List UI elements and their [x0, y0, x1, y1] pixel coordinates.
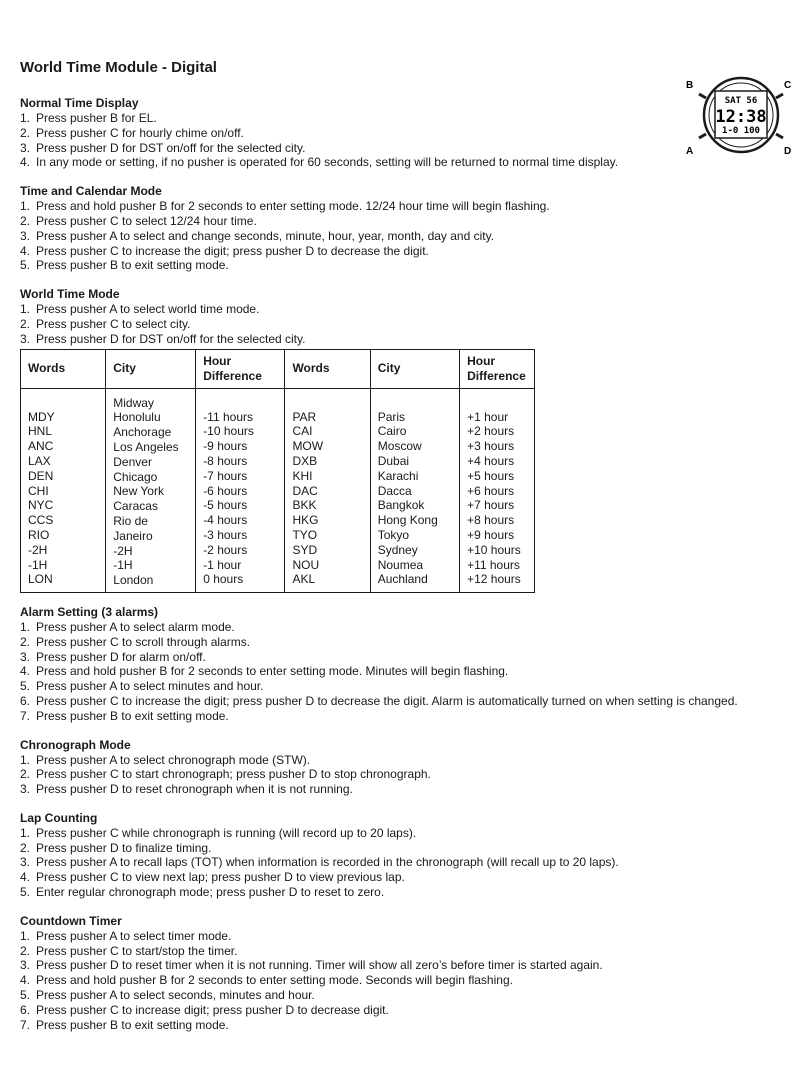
- table-cell-line: Dacca: [377, 483, 412, 498]
- table-cell-line: Midway: [113, 395, 154, 410]
- table-cell-line: -11 hours: [203, 409, 253, 424]
- offsets-column-west: [196, 388, 285, 592]
- table-cell-line: +2 hours: [467, 424, 515, 439]
- list-item: 2. Press pusher C to scroll through alarms.: [20, 634, 251, 649]
- table-cell-line: -10 hours: [203, 424, 254, 439]
- cities-column-east: [370, 388, 459, 592]
- table-cell-line: Anchorage: [113, 425, 172, 440]
- list-item: 4. In any mode or setting, if no pusher is operated for 60 seconds, setting will be returned to normal time display.: [20, 155, 619, 170]
- list-item: 3. Press pusher D to reset chronograph when it is not running.: [20, 782, 353, 797]
- table-cell-line: Moscow: [377, 439, 422, 454]
- section-heading: Alarm Setting (3 alarms): [20, 604, 159, 619]
- table-cell-line: Dubai: [377, 453, 410, 468]
- list-item: 1. Press and hold pusher B for 2 seconds to enter setting mode. 12/24 hour time will begin flashing.: [20, 199, 550, 214]
- table-cell-line: -1H: [113, 558, 133, 573]
- list-item: 3. Press pusher D to reset timer when it is not running. Timer will show all zero’s before timer is started again.: [20, 958, 603, 973]
- instruction-page: [20, 58, 790, 1046]
- table-cell-line: Janeiro: [113, 528, 153, 543]
- table-cell-line: +4 hours: [467, 453, 515, 468]
- section-alarm-setting: [20, 605, 790, 724]
- section-time-calendar: [20, 184, 790, 273]
- pusher-a-label: A: [686, 146, 694, 157]
- list-item: 5. Press pusher A to select minutes and hour.: [20, 679, 264, 694]
- section-chronograph: [20, 738, 790, 797]
- table-cell-line: RIO: [28, 527, 50, 542]
- list-item: 7. Press pusher B to exit setting mode.: [20, 1017, 229, 1032]
- table-cell-line: -3 hours: [203, 527, 248, 542]
- table-cell-line: +3 hours: [467, 439, 515, 454]
- list-item: 5. Press pusher B to exit setting mode.: [20, 258, 229, 273]
- table-cell-line: -5 hours: [203, 498, 248, 513]
- list-item: 2. Press pusher C to select 12/24 hour time.: [20, 213, 257, 228]
- list-item: 5. Enter regular chronograph mode; press pusher D to reset to zero.: [20, 885, 385, 900]
- table-cell-line: HKG: [292, 513, 319, 528]
- lcd-line-1: SAT 56: [724, 96, 758, 106]
- table-cell-line: -1 hour: [203, 557, 242, 572]
- table-cell-line: -2H: [113, 543, 133, 558]
- offsets-column-east: [460, 388, 535, 592]
- pusher-b-label: B: [686, 80, 694, 91]
- list-item: 2. Press pusher D to finalize timing.: [20, 840, 212, 855]
- table-cell-line: +10 hours: [467, 542, 521, 557]
- table-cell-line: +12 hours: [467, 572, 521, 587]
- world-time-table: [20, 349, 535, 593]
- lcd-line-2: 12:38: [715, 107, 767, 127]
- table-cell-line: Honolulu: [113, 410, 161, 425]
- section-countdown-timer: [20, 914, 790, 1033]
- table-cell-line: Auchland: [377, 572, 428, 587]
- table-cell-line: Rio de: [113, 513, 148, 528]
- table-cell-line: Hong Kong: [377, 513, 438, 528]
- table-cell-line: CCS: [28, 513, 54, 528]
- list-item: 3. Press pusher D for DST on/off for the selected city.: [20, 140, 306, 155]
- table-cell-line: New York: [113, 484, 164, 499]
- list-item: 6. Press pusher C to increase the digit; press pusher D to decrease the digit. Alarm is automatically turned on when setting is changed.: [20, 693, 738, 708]
- table-cell-line: Bangkok: [377, 498, 425, 513]
- column-header-hour-difference: Hour Difference: [460, 349, 535, 388]
- instruction-list: [20, 826, 790, 900]
- list-item: 3. Press pusher A to recall laps (TOT) when information is recorded in the chronograph (will recall up to 20 laps).: [20, 855, 619, 870]
- instruction-list: [20, 199, 790, 273]
- section-heading: Lap Counting: [20, 810, 98, 825]
- table-cell-line: ANC: [28, 439, 54, 454]
- table-cell-line: Denver: [113, 454, 152, 469]
- table-cell-line: AKL: [292, 572, 316, 587]
- table-cell-line: -9 hours: [203, 439, 248, 454]
- section-world-time: [20, 287, 790, 346]
- table-cell-line: HNL: [28, 424, 53, 439]
- table-cell-line: +1 hour: [467, 409, 509, 424]
- table-cell-line: Paris: [377, 409, 406, 424]
- table-cell-line: TYO: [292, 527, 318, 542]
- list-item: 1. Press pusher A to select alarm mode.: [20, 619, 235, 634]
- list-item: 2. Press pusher C to start chronograph; press pusher D to stop chronograph.: [20, 767, 431, 782]
- instruction-list: [20, 620, 790, 724]
- cities-column-west: [106, 388, 196, 592]
- list-item: 3. Press pusher D for DST on/off for the selected city.: [20, 331, 306, 346]
- column-header-city: City: [370, 349, 459, 388]
- list-item: 4. Press pusher C to increase the digit; press pusher D to decrease the digit.: [20, 243, 429, 258]
- instruction-list: [20, 302, 790, 346]
- list-item: 3. Press pusher D for alarm on/off.: [20, 649, 206, 664]
- table-cell-line: -1H: [28, 557, 48, 572]
- table-cell-line: DAC: [292, 483, 318, 498]
- list-item: 6. Press pusher C to increase digit; press pusher D to decrease digit.: [20, 1002, 389, 1017]
- column-header-hour-difference: Hour Difference: [196, 349, 285, 388]
- list-item: 4. Press and hold pusher B for 2 seconds to enter setting mode. Seconds will begin flashing.: [20, 973, 513, 988]
- table-cell-line: Karachi: [377, 468, 419, 483]
- list-item: 2. Press pusher C for hourly chime on/off.: [20, 125, 244, 140]
- list-item: 2. Press pusher C to select city.: [20, 316, 191, 331]
- table-cell-line: KHI: [292, 468, 313, 483]
- table-cell-line: CAI: [292, 424, 313, 439]
- list-item: 1. Press pusher B for EL.: [20, 111, 157, 125]
- column-header-words: Words: [285, 349, 370, 388]
- table-cell-line: Los Angeles: [113, 439, 179, 454]
- pusher-d-label: D: [784, 146, 792, 157]
- section-heading: Chronograph Mode: [20, 737, 131, 752]
- column-header-words: Words: [21, 349, 106, 388]
- table-cell-line: NOU: [292, 557, 320, 572]
- table-cell-line: DXB: [292, 453, 318, 468]
- section-lap-counting: [20, 811, 790, 900]
- list-item: 2. Press pusher C to start/stop the timer.: [20, 943, 238, 958]
- list-item: 4. Press pusher C to view next lap; press pusher D to view previous lap.: [20, 870, 405, 885]
- table-cell-line: Cairo: [377, 424, 407, 439]
- list-item: 4. Press and hold pusher B for 2 seconds to enter setting mode. Minutes will begin flashing.: [20, 664, 509, 679]
- instruction-list: [20, 753, 790, 797]
- codes-column-west: [21, 388, 106, 592]
- instruction-list: [20, 111, 790, 170]
- list-item: 3. Press pusher A to select and change seconds, minute, hour, year, month, day and city.: [20, 228, 495, 243]
- list-item: 1. Press pusher C while chronograph is running (will record up to 20 laps).: [20, 825, 417, 840]
- list-item: 1. Press pusher A to select chronograph mode (STW).: [20, 752, 311, 767]
- table-cell-line: Chicago: [113, 469, 158, 484]
- table-cell-line: MDY: [28, 409, 55, 424]
- table-cell-line: +8 hours: [467, 513, 515, 528]
- codes-column-east: [285, 388, 370, 592]
- instruction-list: [20, 929, 790, 1033]
- page-title: World Time Module - Digital: [20, 59, 217, 76]
- pusher-c-label: C: [784, 80, 792, 91]
- table-row: [21, 388, 535, 592]
- table-cell-line: +9 hours: [467, 527, 515, 542]
- table-cell-line: +5 hours: [467, 468, 515, 483]
- table-cell-line: Noumea: [377, 557, 424, 572]
- table-cell-line: LON: [28, 572, 53, 587]
- list-item: 1. Press pusher A to select world time mode.: [20, 302, 260, 317]
- table-cell-line: PAR: [292, 409, 317, 424]
- table-cell-line: Tokyo: [377, 527, 410, 542]
- section-heading: Normal Time Display: [20, 96, 139, 110]
- table-cell-line: Sydney: [377, 542, 418, 557]
- section-heading: World Time Mode: [20, 287, 120, 302]
- section-heading: Countdown Timer: [20, 913, 122, 928]
- table-cell-line: -4 hours: [203, 513, 248, 528]
- table-cell-line: +11 hours: [467, 557, 520, 572]
- column-header-city: City: [106, 349, 196, 388]
- table-cell-line: 0 hours: [203, 572, 244, 587]
- section-heading: Time and Calendar Mode: [20, 184, 162, 199]
- list-item: 5. Press pusher A to select seconds, minutes and hour.: [20, 988, 315, 1003]
- list-item: 7. Press pusher B to exit setting mode.: [20, 708, 229, 723]
- table-cell-line: +6 hours: [467, 483, 515, 498]
- table-cell-line: NYC: [28, 498, 54, 513]
- table-cell-line: -8 hours: [203, 453, 248, 468]
- table-cell-line: -6 hours: [203, 483, 248, 498]
- lcd-line-3: 1-0 100: [722, 126, 760, 136]
- table-cell-line: SYD: [292, 542, 318, 557]
- table-cell-line: +7 hours: [467, 498, 515, 513]
- table-cell-line: -2H: [28, 542, 48, 557]
- section-normal-time: [20, 96, 790, 170]
- table-cell-line: Caracas: [113, 499, 158, 514]
- table-cell-line: CHI: [28, 483, 49, 498]
- table-header-row: [21, 349, 535, 388]
- table-cell-line: MOW: [292, 439, 324, 454]
- table-cell-line: BKK: [292, 498, 317, 513]
- table-cell-line: -2 hours: [203, 542, 248, 557]
- table-cell-line: -7 hours: [203, 468, 248, 483]
- list-item: 1. Press pusher A to select timer mode.: [20, 928, 232, 943]
- table-cell-line: LAX: [28, 453, 51, 468]
- table-cell-line: London: [113, 573, 154, 588]
- table-cell-line: DEN: [28, 468, 54, 483]
